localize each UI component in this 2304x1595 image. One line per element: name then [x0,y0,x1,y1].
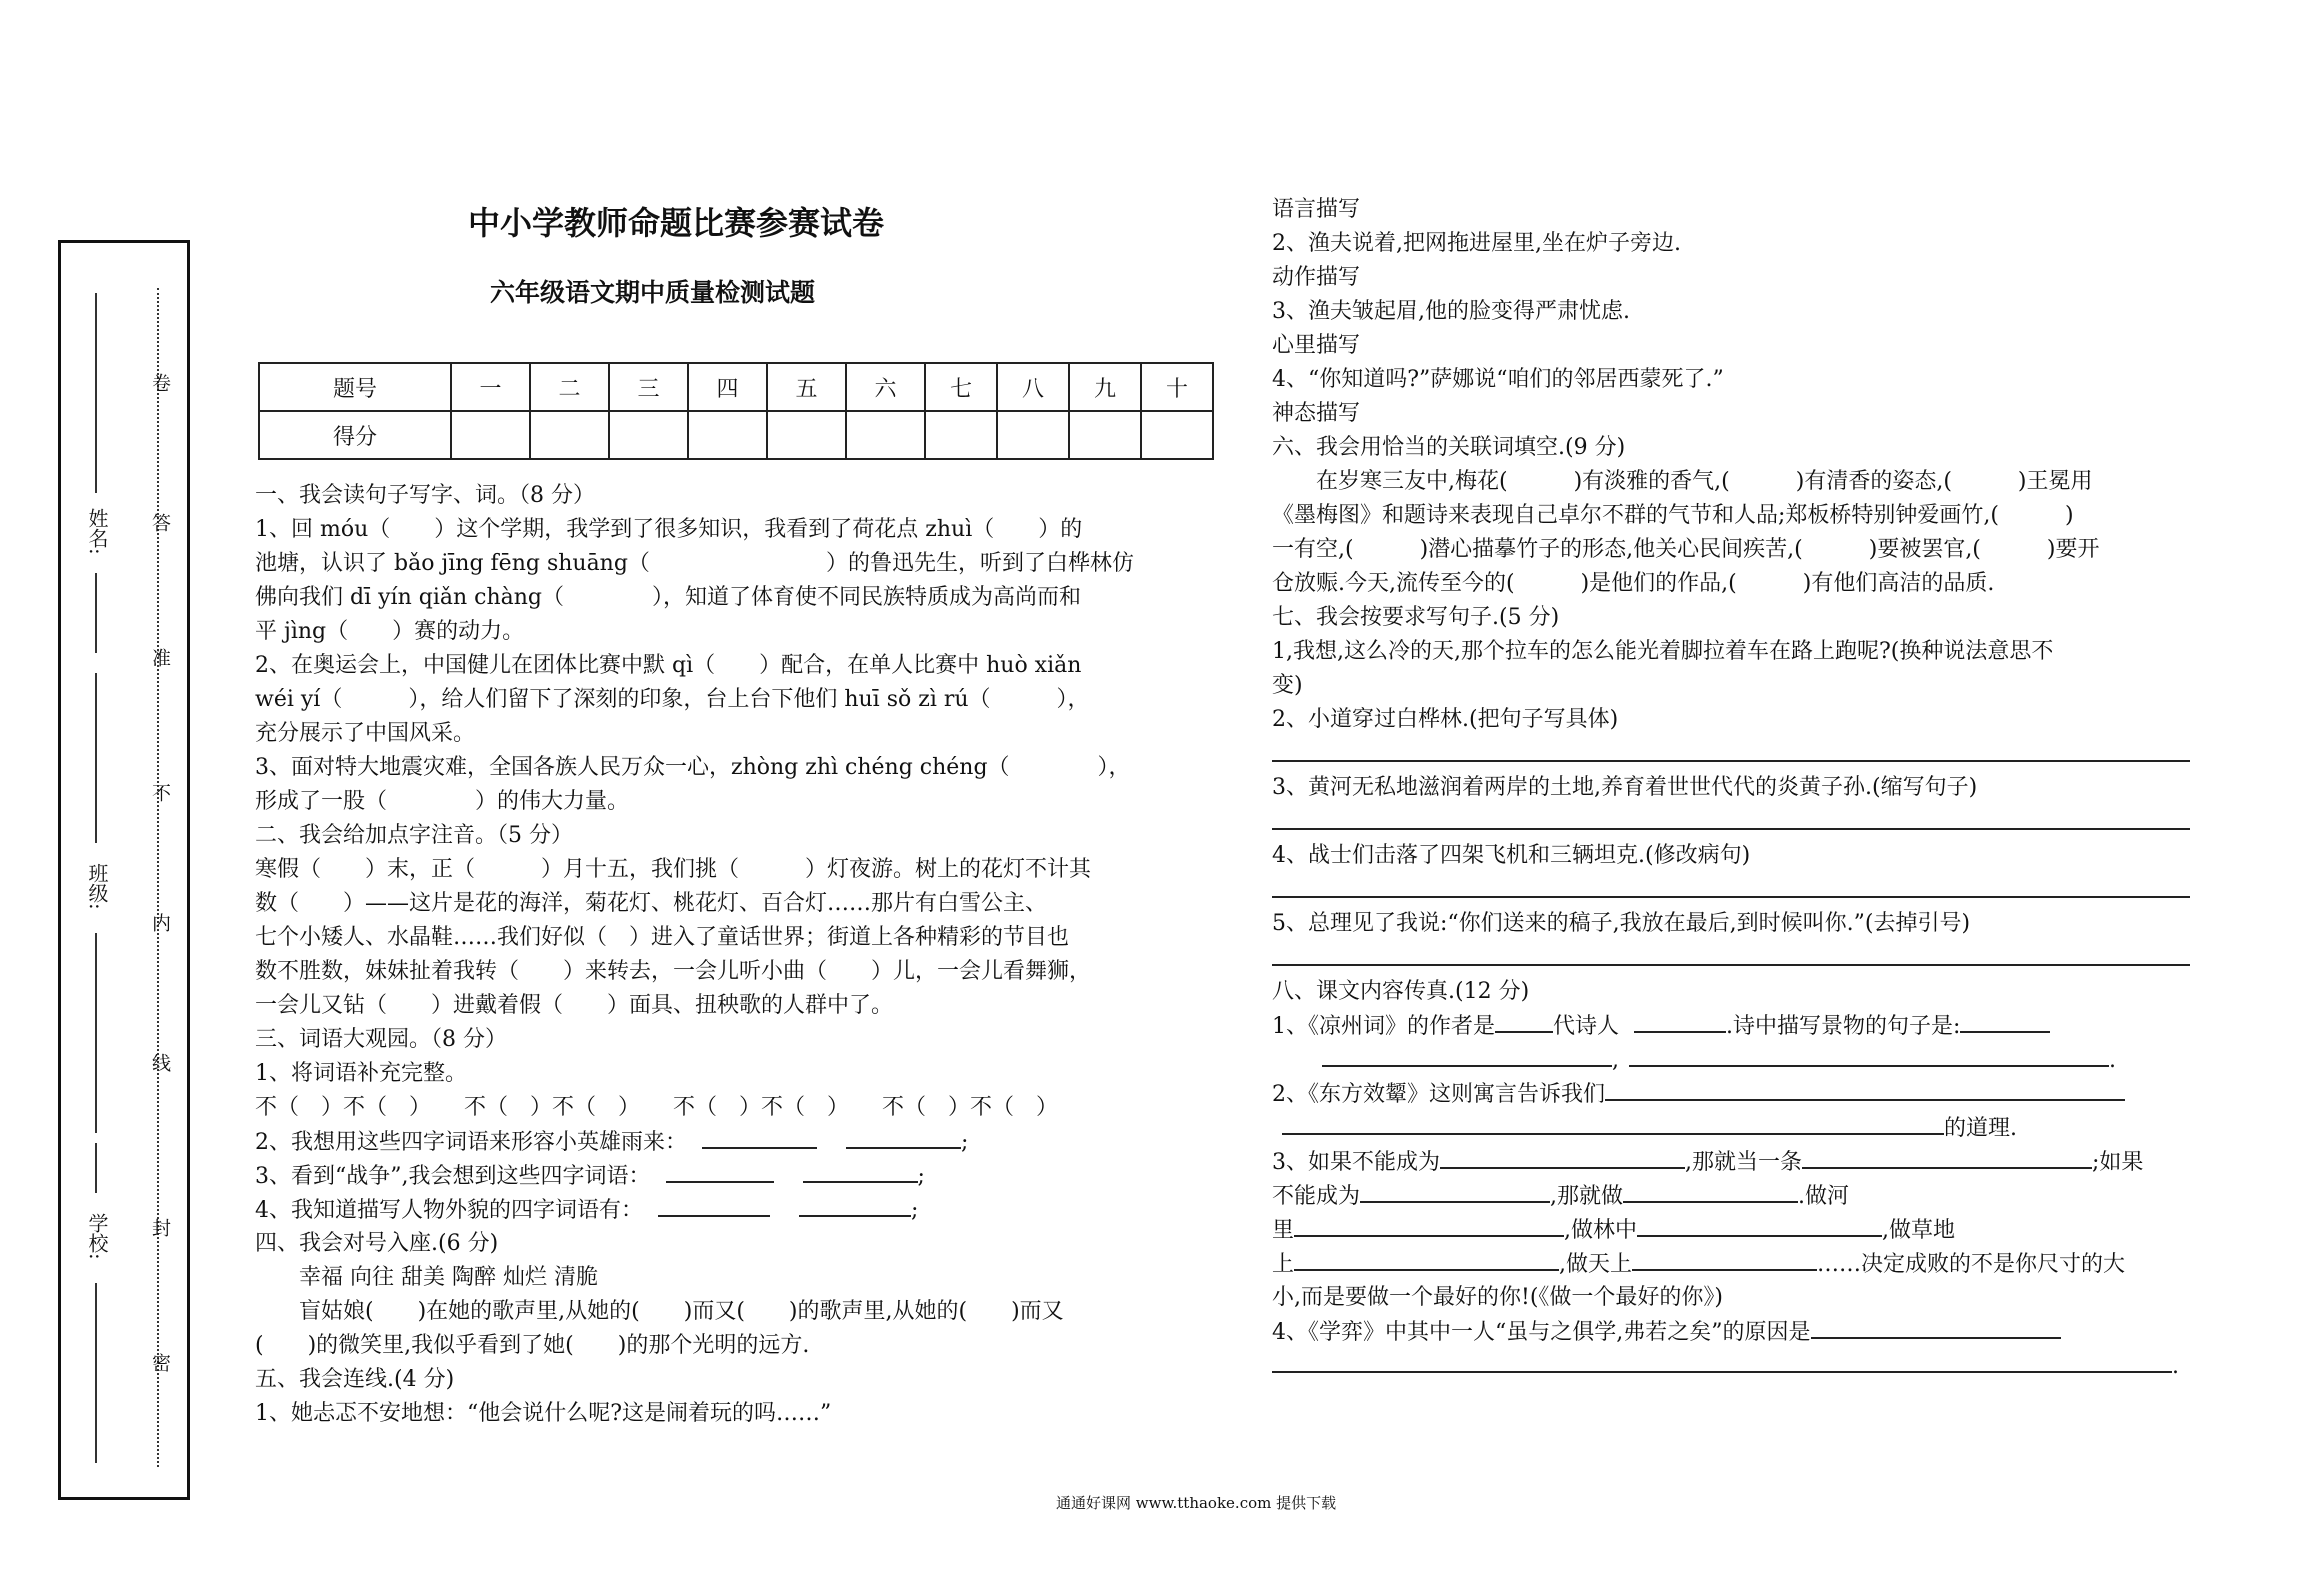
answer-line[interactable] [1272,896,2190,898]
question-line: 形成了一股（ ）的伟大力量。 [255,789,630,814]
match-option: 心里描写 [1272,333,1361,358]
answer-blank[interactable] [1632,1247,1817,1271]
question-line: 1、回 móu（ ）这个学期，我学到了很多知识，我看到了荷花点 zhuì（ ）的 [255,517,1083,542]
question-text: 代诗人 [1553,1014,1620,1039]
question-line: 2、我想用这些四字词语来形容小英雄雨来： ; [255,1125,968,1160]
question-line: 池塘，认识了 bǎo jīng fēng shuāng（ ）的鲁迅先生，听到了白桦林仿 [255,551,1134,576]
word-bank: 幸福 向往 甜美 陶醉 灿烂 清脆 [255,1265,598,1290]
row-label: 得分 [259,411,451,459]
question-text: 4、《学弈》中其中一人“虽与之俱学,弗若之矣”的原因是 [1272,1320,1811,1345]
section-heading-6: 六、我会用恰当的关联词填空.(9 分) [1272,435,1626,460]
question-line: 数不胜数，妹妹扯着我转（ ）来转去，一会儿听小曲（ ）儿，一会儿看舞狮， [255,959,1092,984]
answer-blank[interactable] [1637,1213,1882,1237]
answer-blank[interactable] [1282,1111,1944,1135]
question-text: 的道理. [1944,1116,2017,1141]
question-line: 4、我知道描写人物外貌的四字词语有： ; [255,1193,918,1228]
answer-blank[interactable] [1629,1043,2109,1067]
match-option: 神态描写 [1272,401,1361,426]
answer-line[interactable] [1272,828,2190,830]
question-line: 一有空,( )潜心描摹竹子的形态,他关心民间疾苦,( )要被罢官,( )要开 [1272,537,2100,562]
column-header: 五 [767,363,846,411]
seal-char: 内 [149,913,171,932]
question-line: 佛向我们 dī yín qiǎn chàng（ ），知道了体育使不同民族特质成为高尚而和 [255,585,1081,610]
question-line: 3、黄河无私地滋润着两岸的土地,养育着世世代代的炎黄子孙.(缩写句子) [1272,775,1978,800]
class-field-label: 班级: [85,863,109,910]
paper-title: 中小学教师命题比赛参赛试卷 [468,204,885,242]
answer-blank[interactable] [1360,1179,1550,1203]
question-line: 不（ ）不（ ） 不（ ）不（ ） 不（ ）不（ ） 不（ ）不（ ） [255,1095,1059,1120]
score-cell[interactable] [767,411,846,459]
answer-line[interactable] [1272,760,2190,762]
answer-blank[interactable] [1495,1009,1553,1033]
answer-blank[interactable] [1294,1247,1559,1271]
row-label: 题号 [259,363,451,411]
question-line [1272,1315,2061,1350]
question-text: 里 [1272,1218,1295,1243]
question-text: 2、《东方效颦》这则寓言告诉我们 [1272,1082,1605,1107]
question-line: 《墨梅图》和题诗来表现自己卓尔不群的气节和人品;郑板桥特别钟爱画竹,( ) [1272,503,2074,528]
question-line: 寒假（ ）末，正（ ）月十五，我们挑（ ）灯夜游。树上的花灯不计其 [255,857,1092,882]
answer-blank[interactable] [799,1193,911,1217]
answer-blank[interactable] [1802,1145,2092,1169]
question-text: 4、我知道描写人物外貌的四字词语有： [255,1198,643,1223]
answer-blank[interactable] [846,1125,961,1149]
school-line-2[interactable] [95,1283,97,1463]
answer-blank[interactable] [658,1193,770,1217]
question-line: 1、她忐忑不安地想：“他会说什么呢?这是闹着玩的吗……” [255,1401,832,1426]
question-text: 2、我想用这些四字词语来形容小英雄雨来： [255,1130,687,1155]
school-field-label: 学校: [85,1213,109,1260]
column-header: 六 [846,363,925,411]
question-line: 3、渔夫皱起眉,他的脸变得严肃忧虑. [1272,299,1630,324]
question-text: ;如果 [2092,1150,2144,1175]
answer-blank[interactable] [1605,1077,2125,1101]
seal-char: 不 [149,783,171,802]
question-text: ,那就做 [1550,1184,1624,1209]
score-table [258,362,1214,460]
question-text: ,那就当一条 [1685,1150,1802,1175]
name-field-label: 姓名: [85,508,109,555]
answer-blank[interactable] [702,1125,817,1149]
seal-char: 卷 [149,373,171,392]
question-line: 充分展示了中国风采。 [255,721,476,746]
answer-blank[interactable] [1440,1145,1685,1169]
question-line [1272,1145,2143,1180]
question-line: 仓放赈.今天,流传至今的( )是他们的作品,( )有他们高洁的品质. [1272,571,1995,596]
score-cell[interactable] [925,411,997,459]
section-heading-2: 二、我会给加点字注音。（5 分） [255,823,573,848]
section-heading-8: 八、课文内容传真.(12 分) [1272,979,1530,1004]
seal-char: 线 [149,1053,171,1072]
answer-blank[interactable] [803,1159,918,1183]
question-line: 数（ ）——这片是花的海洋，菊花灯、桃花灯、百合灯……那片有白雪公主、 [255,891,1048,916]
question-text: ,做林中 [1564,1218,1638,1243]
section-heading-1: 一、我会读句子写字、词。（8 分） [255,483,595,508]
binding-strip [58,240,190,1500]
class-line[interactable] [95,673,97,843]
score-cell[interactable] [530,411,609,459]
question-text: 上 [1272,1252,1295,1277]
question-line: 2、渔夫说着,把网拖进屋里,坐在炉子旁边. [1272,231,1681,256]
answer-blank[interactable] [1322,1043,1612,1067]
question-line: . [1272,1349,2179,1384]
question-line [1272,1009,2050,1044]
name-line[interactable] [95,293,97,493]
answer-blank[interactable] [1272,1349,2172,1373]
question-text: 3、看到“战争”,我会想到这些四字词语： [255,1164,651,1189]
match-option: 语言描写 [1272,197,1361,222]
question-line: 盲姑娘( )在她的歌声里,从她的( )而又( )的歌声里,从她的( )而又 [255,1299,1064,1324]
question-line: 4、“你知道吗?”萨娜说“咱们的邻居西蒙死了.” [1272,367,1724,392]
column-header: 九 [1069,363,1141,411]
question-text: ,做草地 [1882,1218,1956,1243]
question-line [1272,1247,2125,1282]
column-header: 二 [530,363,609,411]
dotted-seal-line [157,288,159,1467]
question-line: 3、看到“战争”,我会想到这些四字词语： ; [255,1159,925,1194]
question-line: 变) [1272,673,1303,698]
match-option: 动作描写 [1272,265,1361,290]
question-line: 平 jìng（ ）赛的动力。 [255,619,525,644]
question-line [1282,1111,2017,1146]
answer-blank[interactable] [666,1159,774,1183]
question-line: 小,而是要做一个最好的你!(《做一个最好的你》) [1272,1285,1724,1310]
score-cell[interactable] [451,411,530,459]
answer-blank[interactable] [1960,1009,2050,1033]
class-line-2[interactable] [95,933,97,1133]
question-line [1272,1077,2125,1112]
paper-subtitle: 六年级语文期中质量检测试题 [490,278,816,307]
question-line: 在岁寒三友中,梅花( )有淡雅的香气,( )有清香的姿态,( )王冕用 [1272,469,2093,494]
column-header: 一 [451,363,530,411]
question-line: 4、战士们击落了四架飞机和三辆坦克.(修改病句) [1272,843,1751,868]
answer-blank[interactable] [1294,1213,1564,1237]
question-line: , . [1322,1043,2116,1078]
score-cell[interactable] [1141,411,1213,459]
question-text: .做河 [1798,1184,1850,1209]
question-text: 3、如果不能成为 [1272,1150,1440,1175]
question-text: 不能成为 [1272,1184,1361,1209]
question-line: 七个小矮人、水晶鞋……我们好似（ ）进入了童话世界；街道上各种精彩的节目也 [255,925,1070,950]
column-header: 七 [925,363,997,411]
seal-char: 准 [149,648,171,667]
school-line[interactable] [95,1143,97,1193]
question-text: ,做天上 [1559,1252,1633,1277]
question-text: .诗中描写景物的句子是: [1726,1014,1961,1039]
score-cell[interactable] [997,411,1069,459]
name-line-2[interactable] [95,573,97,653]
question-line [1272,1179,1849,1214]
column-header: 十 [1141,363,1213,411]
score-cell[interactable] [609,411,688,459]
question-line: 3、面对特大地震灾难，全国各族人民万众一心，zhòng zhì chéng chéng（ ）， [255,755,1131,780]
seal-char: 封 [149,1218,171,1237]
answer-blank[interactable] [1634,1009,1726,1033]
table-row [259,411,1213,459]
question-line: 5、总理见了我说:“你们送来的稿子,我放在最后,到时候叫你.”(去掉引号) [1272,911,1971,936]
answer-line[interactable] [1272,964,2190,966]
column-header: 三 [609,363,688,411]
question-text: ……决定成败的不是你尺寸的大 [1817,1252,2126,1277]
question-line: 1、将词语补充完整。 [255,1061,467,1086]
section-heading-3: 三、词语大观园。（8 分） [255,1027,507,1052]
table-row [259,363,1213,411]
score-cell[interactable] [846,411,925,459]
section-heading-4: 四、我会对号入座.(6 分) [255,1231,499,1256]
score-cell[interactable] [688,411,767,459]
section-heading-5: 五、我会连线.(4 分) [255,1367,455,1392]
section-heading-7: 七、我会按要求写句子.(5 分) [1272,605,1560,630]
seal-char: 密 [149,1353,171,1372]
footer-credit: 通通好课网 www.tthaoke.com 提供下载 [1056,1494,1337,1512]
column-header: 四 [688,363,767,411]
question-line: 2、在奥运会上，中国健儿在团体比赛中默 qì（ ）配合，在单人比赛中 huò xiǎn [255,653,1082,678]
question-line: wéi yí（ ），给人们留下了深刻的印象，台上台下他们 huī sǒ zì rú（ ）， [255,687,1090,712]
seal-char: 答 [149,513,171,532]
column-header: 八 [997,363,1069,411]
answer-blank[interactable] [1811,1315,2061,1339]
question-text: 1、《凉州词》的作者是 [1272,1014,1495,1039]
score-cell[interactable] [1069,411,1141,459]
question-line: 1,我想,这么冷的天,那个拉车的怎么能光着脚拉着车在路上跑呢?(换种说法意思不 [1272,639,2054,664]
answer-blank[interactable] [1623,1179,1798,1203]
question-line: ( )的微笑里,我似乎看到了她( )的那个光明的远方. [255,1333,810,1358]
question-line: 一会儿又钻（ ）进戴着假（ ）面具、扭秧歌的人群中了。 [255,993,894,1018]
question-line [1272,1213,1955,1248]
question-line: 2、小道穿过白桦林.(把句子写具体) [1272,707,1619,732]
